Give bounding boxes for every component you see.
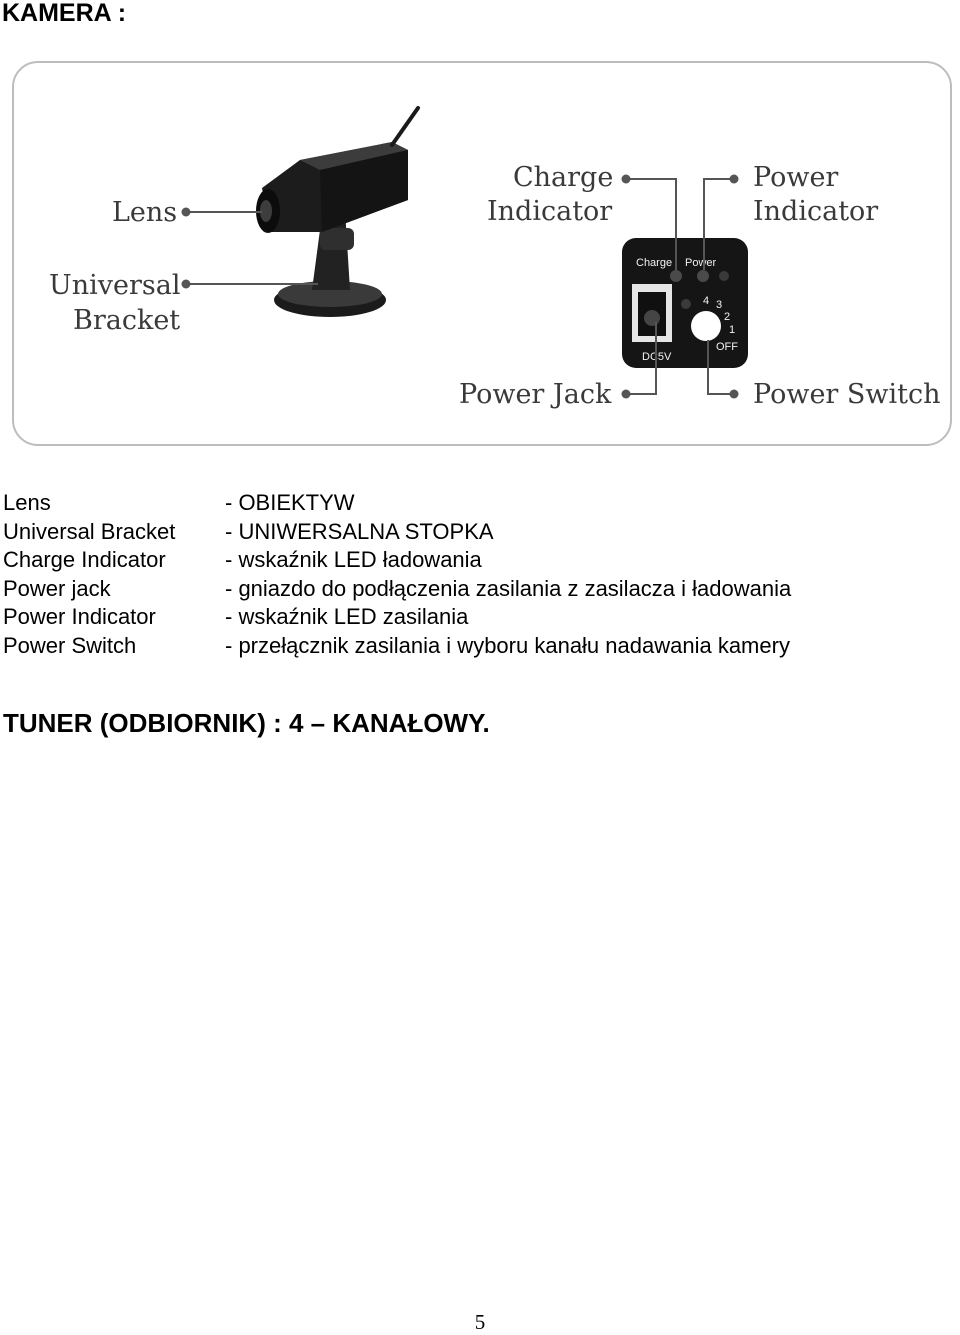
component-legend — [3, 489, 791, 661]
legend-term: Power jack — [3, 575, 111, 601]
legend-term: Power Switch — [3, 632, 137, 658]
heading-camera: KAMERA : — [2, 0, 127, 27]
legend-term: Lens — [3, 490, 51, 515]
legend-desc: - UNIWERSALNA STOPKA — [225, 518, 494, 544]
callout-power-switch: Power Switch — [753, 379, 941, 410]
legend-desc: - wskaźnik LED ładowania — [225, 547, 482, 573]
callout-universal-line1: Universal — [49, 270, 181, 301]
panel-channel-1: 1 — [729, 324, 736, 336]
legend-term: Power Indicator — [3, 604, 156, 630]
power-switch-knob — [691, 311, 721, 341]
power-led — [697, 270, 709, 282]
panel-channel-2: 2 — [724, 311, 731, 323]
legend-term: Universal Bracket — [3, 518, 176, 544]
callout-bracket-line2: Bracket — [73, 305, 181, 336]
callout-lens: Lens — [112, 197, 178, 228]
camera-figure — [0, 0, 960, 460]
panel-off-label: OFF — [716, 341, 738, 353]
legend-desc: - wskaźnik LED zasilania — [225, 604, 469, 630]
legend-row — [3, 632, 791, 661]
legend-desc: - OBIEKTYW — [225, 490, 355, 515]
panel-dc-label: DC5V — [642, 351, 672, 363]
panel-channel-3: 3 — [716, 299, 723, 311]
legend-term: Charge Indicator — [3, 547, 166, 573]
heading-tuner: TUNER (ODBIORNIK) : 4 – KANAŁOWY. — [3, 708, 490, 738]
page-number: 5 — [474, 1310, 486, 1334]
legend-desc: - przełącznik zasilania i wyboru kanału nadawania kamery — [225, 632, 790, 658]
callout-charge-line2: Indicator — [487, 196, 613, 227]
panel-power-label: Power — [685, 257, 717, 269]
legend-row — [3, 489, 791, 518]
legend-row — [3, 518, 791, 547]
legend-row — [3, 575, 791, 604]
panel-charge-label: Charge — [636, 257, 673, 269]
legend-row — [3, 603, 791, 632]
callout-power-jack: Power Jack — [459, 379, 612, 410]
callout-power-indicator-line2: Indicator — [753, 196, 879, 227]
antenna — [392, 108, 418, 145]
charge-led — [670, 270, 682, 282]
callout-power-indicator-line1: Power — [753, 162, 839, 193]
legend-desc: - gniazdo do podłączenia zasilania z zasilacza i ładowania — [225, 575, 792, 601]
legend-row — [3, 546, 791, 575]
callout-charge-line1: Charge — [513, 162, 614, 193]
panel-channel-4: 4 — [703, 295, 710, 307]
